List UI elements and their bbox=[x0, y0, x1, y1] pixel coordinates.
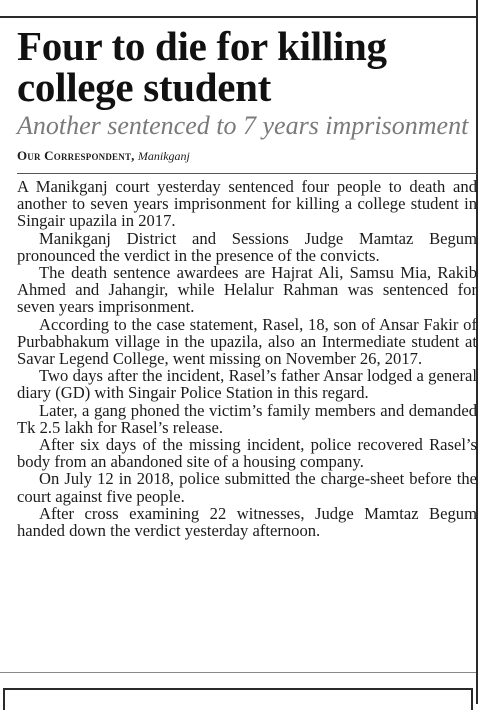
article-paragraph: According to the case statement, Rasel, 18, son of Ansar Fakir of Purbabhakum village in the upazila, also an Intermediate student at Savar Legend College, went missing on November 26, 2017. bbox=[17, 314, 477, 369]
article-paragraph: Two days after the incident, Rasel’s father Ansar lodged a general diary (GD) with Singair Police Station in this regard. bbox=[17, 366, 477, 403]
news-article bbox=[17, 23, 477, 541]
byline-author: Our Correspondent, bbox=[17, 148, 135, 163]
article-paragraph: A Manikganj court yesterday sentenced four people to death and another to seven years imprisonment for killing a college student in Singair upazila in 2017. bbox=[17, 177, 477, 231]
article-body bbox=[17, 178, 477, 539]
article-paragraph: On July 12 in 2018, police submitted the charge-sheet before the court against five people. bbox=[17, 469, 477, 506]
byline-location: Manikganj bbox=[137, 149, 190, 163]
article-paragraph: The death sentence awardees are Hajrat Ali, Samsu Mia, Rakib Ahmed and Jahangir, while Helalur Rahman was sentenced for seven years imprisonment. bbox=[17, 263, 477, 317]
next-article-box bbox=[3, 688, 473, 710]
subheadline: Another sentenced to 7 years imprisonment bbox=[17, 111, 469, 140]
article-paragraph: After cross examining 22 witnesses, Judge Mamtaz Begum handed down the verdict yesterday afternoon. bbox=[17, 503, 477, 541]
byline bbox=[17, 148, 477, 164]
top-rule bbox=[0, 16, 476, 18]
article-paragraph: After six days of the missing incident, police recovered Rasel’s body from an abandoned site of a housing company. bbox=[17, 435, 477, 472]
article-paragraph: Later, a gang phoned the victim’s family members and demanded Tk 2.5 lakh for Rasel’s release. bbox=[17, 400, 477, 437]
article-paragraph: Manikganj District and Sessions Judge Mamtaz Begum pronounced the verdict in the presence of the convicts. bbox=[17, 228, 477, 265]
byline-divider bbox=[17, 173, 477, 174]
headline: Four to die for killing college student bbox=[17, 23, 387, 110]
bottom-divider bbox=[0, 672, 476, 673]
